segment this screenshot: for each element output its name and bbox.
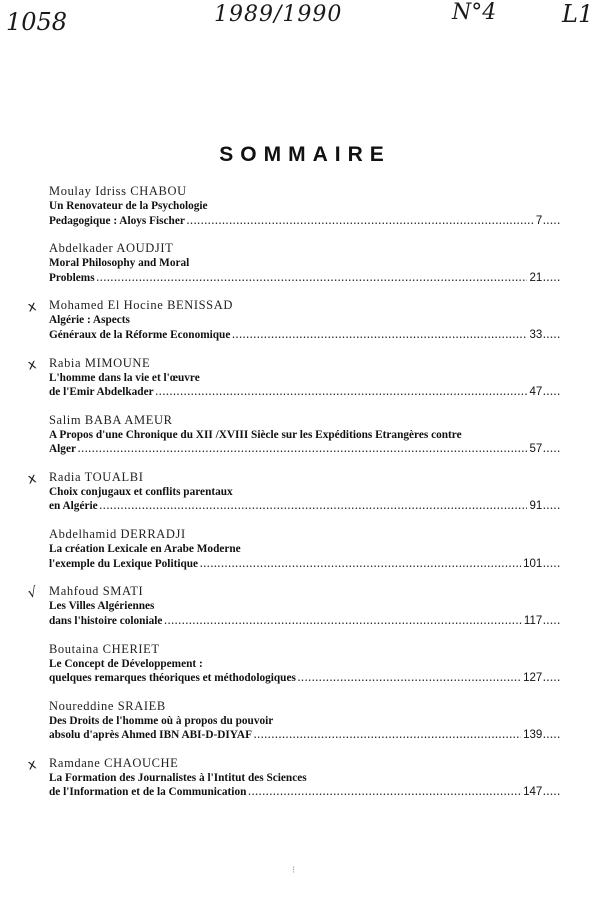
toc-title-line: Moral Philosophy and Moral: [49, 257, 190, 270]
toc-title-text: Problems: [49, 271, 95, 284]
toc-title-text: en Algérie: [49, 500, 98, 513]
handwritten-check-mark: x: [26, 355, 38, 374]
toc-page-number: 147: [523, 786, 543, 799]
toc-author: Salim BABA AMEUR: [49, 412, 173, 427]
toc-author: Moulay Idriss CHABOU: [49, 184, 187, 198]
handwritten-check-mark: x: [26, 470, 38, 488]
handwritten-corner-code: L1: [562, 0, 594, 28]
dot-leader: [187, 214, 534, 229]
toc-title-line: A Propos d'une Chronique du XII /XVIII Siècle sur les Expéditions Etrangères contre: [49, 428, 462, 441]
toc-title-text: de l'Information et de la Communication: [49, 786, 247, 799]
toc-entry: [49, 526, 561, 580]
dot-leader-trailing: .....: [543, 558, 561, 569]
dot-leader: [248, 785, 521, 800]
toc-page-number: 91: [529, 500, 543, 513]
toc-title-line: [49, 271, 561, 286]
toc-entry: [26, 297, 561, 351]
toc-entry: [26, 355, 561, 409]
toc-title-text: dans l'histoire coloniale: [49, 614, 163, 627]
toc-title-line: La création Lexicale en Arabe Moderne: [49, 543, 241, 556]
toc-title-text: quelques remarques théoriques et méthodologiques: [49, 672, 296, 684]
handwritten-check-mark: x: [26, 298, 38, 317]
toc-title-line: L'homme dans la vie et l'œuvre: [49, 371, 200, 384]
toc-title-text: absolu d'après Ahmed IBN ABI-D-DIYAF: [49, 729, 252, 742]
dot-leader-trailing: .....: [543, 387, 561, 398]
toc-title-line: La Formation des Journalistes à l'Intitut des Sciences: [49, 771, 307, 784]
toc-author: Mahfoud SMATI: [49, 584, 144, 599]
handwritten-check-mark: x: [26, 756, 38, 774]
toc-title-text: de l'Emir Abdelkader: [49, 386, 154, 399]
dot-leader: [100, 499, 528, 514]
toc-entry: [26, 469, 561, 523]
toc-entry: [26, 583, 561, 637]
toc-title-line: Le Concept de Développement :: [49, 657, 203, 670]
toc-title-line: [49, 614, 561, 629]
dot-leader: [164, 614, 522, 629]
dot-leader-trailing: .....: [543, 215, 561, 226]
dot-leader-trailing: .....: [543, 787, 561, 798]
toc-title-line: [49, 557, 561, 572]
dot-leader-trailing: .....: [543, 272, 561, 283]
toc-page-number: 101: [523, 557, 543, 570]
toc-author: Rabia MIMOUNE: [49, 355, 151, 370]
toc-author: Ramdane CHAOUCHE: [49, 755, 179, 770]
toc-page-number: 7: [535, 214, 543, 227]
table-of-contents: [26, 183, 561, 812]
toc-title-line: [49, 671, 561, 686]
toc-title-line: Un Renovateur de la Psychologie: [49, 200, 208, 212]
dot-leader-trailing: .....: [543, 444, 561, 455]
toc-title-line: Choix conjugaux et conflits parentaux: [49, 485, 233, 498]
toc-entry: [26, 755, 561, 809]
page-title: SOMMAIRE: [219, 143, 391, 166]
toc-entry: [49, 240, 561, 294]
toc-title-line: Des Droits de l'homme où à propos du pouvoir: [49, 714, 274, 727]
toc-title-line: [49, 499, 561, 514]
dot-leader-trailing: .....: [543, 329, 561, 340]
toc-page-number: 127: [523, 672, 543, 684]
toc-page-number: 47: [529, 386, 543, 399]
toc-entry: [49, 641, 561, 695]
dot-leader: [232, 328, 527, 343]
dot-leader-trailing: .....: [543, 673, 561, 683]
toc-author: Mohamed El Hocine BENISSAD: [49, 298, 233, 313]
toc-author: Noureddine SRAIEB: [49, 698, 166, 713]
toc-title-text: Généraux de la Réforme Economique: [49, 328, 231, 341]
dot-leader-trailing: .....: [543, 501, 561, 512]
toc-page-number: 57: [529, 443, 543, 456]
toc-entry: [49, 183, 561, 237]
toc-title-text: Pedagogique : Aloys Fischer: [49, 214, 185, 227]
toc-entry: [49, 412, 561, 466]
toc-title-line: [49, 328, 561, 343]
toc-title-text: Alger: [49, 443, 76, 456]
dot-leader: [156, 385, 528, 400]
toc-author: Radia TOUALBI: [49, 469, 144, 484]
handwritten-check-mark: √: [26, 584, 39, 603]
toc-title-line: Les Villes Algériennes: [49, 600, 155, 613]
handwritten-reference-number: 1058: [6, 8, 68, 36]
dot-leader: [78, 442, 527, 457]
dot-leader-trailing: .....: [543, 730, 561, 741]
scan-specks: ⁝: [292, 865, 296, 876]
dot-leader-trailing: .....: [543, 615, 561, 626]
toc-title-line: [49, 385, 561, 400]
toc-page-number: 117: [523, 614, 543, 627]
toc-title-line: [49, 442, 561, 457]
toc-title-line: [49, 214, 561, 229]
toc-author: Abdelkader AOUDJIT: [49, 241, 174, 256]
dot-leader: [97, 271, 528, 286]
handwritten-years: 1989/1990: [214, 2, 343, 27]
dot-leader: [200, 557, 521, 572]
toc-title-line: Algérie : Aspects: [49, 314, 130, 327]
dot-leader: [298, 671, 521, 686]
toc-entry: [49, 698, 561, 752]
toc-page-number: 33: [529, 328, 543, 341]
toc-title-line: [49, 785, 561, 800]
toc-title-line: [49, 728, 561, 743]
toc-author: Boutaina CHERIET: [49, 641, 160, 656]
dot-leader: [254, 728, 521, 743]
toc-page-number: 21: [529, 271, 543, 284]
toc-page-number: 139: [523, 729, 543, 742]
handwritten-issue-number: N°4: [452, 0, 497, 25]
toc-author: Abdelhamid DERRADJI: [49, 527, 186, 542]
toc-title-text: l'exemple du Lexique Politique: [49, 557, 199, 570]
